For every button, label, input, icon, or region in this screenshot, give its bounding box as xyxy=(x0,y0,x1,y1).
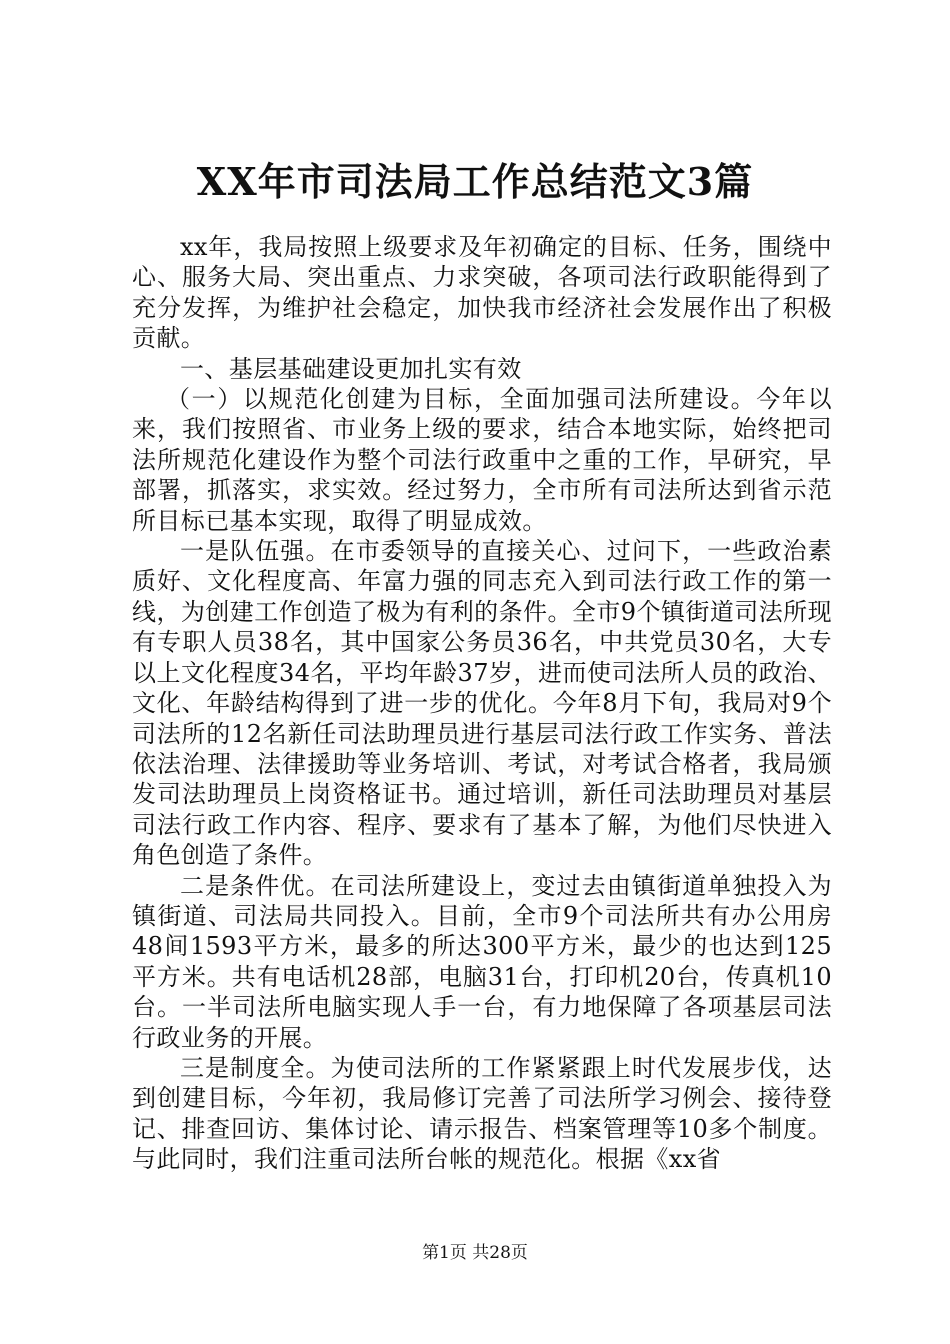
paragraph-team: 一是队伍强。在市委领导的直接关心、过问下，一些政治素质好、文化程度高、年富力强的同志充入到司法行政工作的第一线，为创建工作创造了极为有利的条件。全市9个镇街道司法所现有专职人员38名，其中国家公务员36名，中共党员30名，大专以上文化程度34名，平均年龄37岁，进而使司法所人员的政治、文化、年龄结构得到了进一步的优化。今年8月下旬，我局对9个司法所的12名新任司法助理员进行基层司法行政工作实务、普法依法治理、法律援助等业务培训、考试，对考试合格者，我局颁发司法助理员上岗资格证书。通过培训，新任司法助理员对基层司法行政工作内容、程序、要求有了基本了解，为他们尽快进入角色创造了条件。 xyxy=(132,537,832,870)
page-title: XX年市司法局工作总结范文3篇 xyxy=(196,159,754,204)
paragraph-subsection: （一）以规范化创建为目标，全面加强司法所建设。今年以来，我们按照省、市业务上级的要求，结合本地实际，始终把司法所规范化建设作为整个司法行政重中之重的工作，早研究，早部署，抓落实，求实效。经过努力，全市所有司法所达到省示范所目标已基本实现，取得了明显成效。 xyxy=(132,385,832,535)
document-body xyxy=(132,232,832,1175)
paragraph-intro: xx年，我局按照上级要求及年初确定的目标、任务，围绕中心、服务大局、突出重点、力求突破，各项司法行政职能得到了充分发挥，为维护社会稳定，加快我市经济社会发展作出了积极贡献。 xyxy=(132,233,832,353)
paragraph-systems: 三是制度全。为使司法所的工作紧紧跟上时代发展步伐，达到创建目标，今年初，我局修订完善了司法所学习例会、接待登记、排查回访、集体讨论、请示报告、档案管理等10多个制度。与此同时，我们注重司法所台帐的规范化。根据《xx省 xyxy=(132,1053,832,1174)
page-footer: 第1页 共28页 xyxy=(422,1243,528,1263)
paragraph-conditions: 二是条件优。在司法所建设上，变过去由镇街道单独投入为镇街道、司法局共同投入。目前，全市9个司法所共有办公用房48间1593平方米，最多的所达300平方米，最少的也达到125平方米。共有电话机28部，电脑31台，打印机20台，传真机10台。一半司法所电脑实现人手一台，有力地保障了各项基层司法行政业务的开展。 xyxy=(132,871,832,1052)
section-heading: 一、基层基础建设更加扎实有效 xyxy=(180,354,522,383)
